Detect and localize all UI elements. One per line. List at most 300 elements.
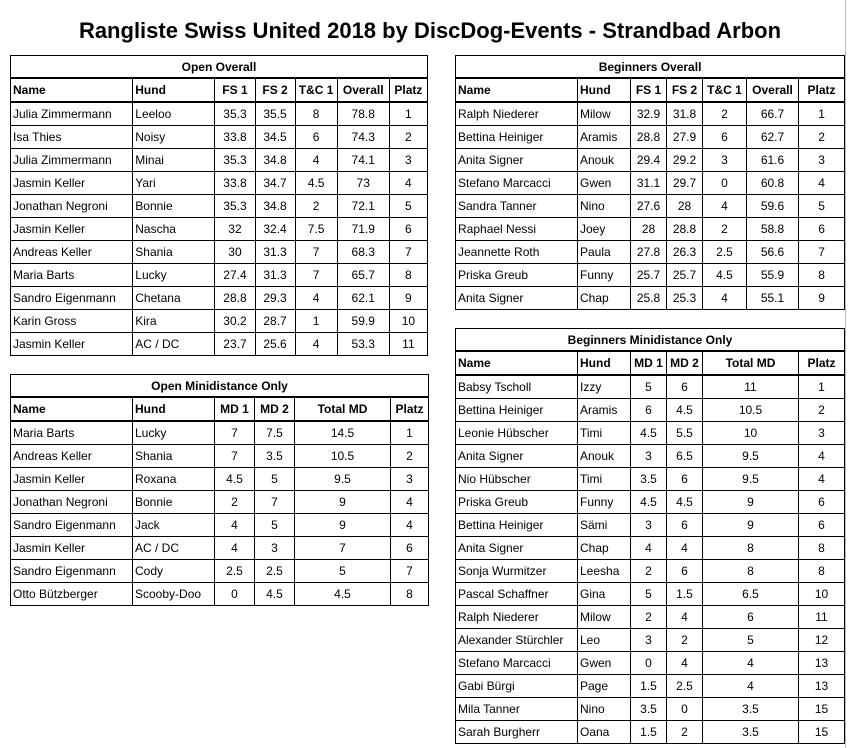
table-row (456, 149, 845, 172)
table-cell: Aramis (578, 126, 631, 149)
table-cell: 9 (389, 287, 427, 310)
table-cell: 2.5 (255, 560, 295, 583)
table-cell: Scooby-Doo (133, 583, 215, 606)
table-cell: 35.3 (215, 102, 255, 126)
table-cell: 4 (631, 537, 667, 560)
table-cell: Leo (578, 629, 631, 652)
column-header: FS 1 (631, 78, 667, 102)
table-cell: 7 (215, 445, 255, 468)
table-cell: Bonnie (133, 195, 215, 218)
table-cell: 7 (295, 537, 391, 560)
table-cell: 31.3 (255, 241, 295, 264)
table-cell: 9 (703, 491, 799, 514)
table-row (456, 218, 845, 241)
table-cell: Sarah Burgherr (456, 721, 578, 744)
header-row (11, 78, 428, 102)
table-cell: 12 (799, 629, 845, 652)
table-cell: Bettina Heiniger (456, 126, 578, 149)
table-cell: 29.7 (667, 172, 703, 195)
table-row (11, 445, 429, 468)
table-cell: Stefano Marcacci (456, 652, 578, 675)
table-cell: Kira (133, 310, 215, 333)
table-cell: 3.5 (631, 468, 667, 491)
column-header: Hund (133, 397, 215, 421)
table-row (456, 468, 845, 491)
table-cell: 8 (799, 537, 845, 560)
column-header: MD 2 (255, 397, 295, 421)
table-cell: 4.5 (703, 264, 747, 287)
table-cell: 4 (295, 287, 337, 310)
table-cell: 1 (391, 421, 429, 445)
table-cell: Anita Signer (456, 149, 578, 172)
table-cell: Chap (578, 287, 631, 310)
column-header: Name (11, 78, 133, 102)
table-cell: 7 (389, 241, 427, 264)
table-cell: Gwen (578, 652, 631, 675)
table-row (456, 606, 845, 629)
table-cell: 6 (295, 126, 337, 149)
table-cell: Joey (578, 218, 631, 241)
table-cell: 8 (703, 537, 799, 560)
table-cell: 78.8 (337, 102, 389, 126)
table-cell: Jack (133, 514, 215, 537)
table-cell: 3 (631, 514, 667, 537)
table-cell: 28 (631, 218, 667, 241)
table-cell: 9 (295, 514, 391, 537)
table-cell: 4 (667, 537, 703, 560)
table-cell: Priska Greub (456, 491, 578, 514)
table-cell: Karin Gross (11, 310, 133, 333)
table-cell: 7 (215, 421, 255, 445)
table-cell: 5 (255, 468, 295, 491)
table-row (11, 195, 428, 218)
table-cell: 5 (295, 560, 391, 583)
table-cell: Sandro Eigenmann (11, 514, 133, 537)
table-cell: 4.5 (667, 399, 703, 422)
table-cell: 68.3 (337, 241, 389, 264)
table-cell: Noisy (133, 126, 215, 149)
table-cell: Jasmin Keller (11, 537, 133, 560)
table-row (456, 399, 845, 422)
table-cell: 28 (667, 195, 703, 218)
table-cell: 7.5 (255, 421, 295, 445)
table-cell: 28.7 (255, 310, 295, 333)
table-cell: 1 (799, 375, 845, 399)
table-cell: 4 (703, 287, 747, 310)
table-row (11, 491, 429, 514)
table-cell: 27.4 (215, 264, 255, 287)
table-cell: Sandro Eigenmann (11, 560, 133, 583)
table-cell: 15 (799, 698, 845, 721)
table-cell: 23.7 (215, 333, 255, 356)
column-header: Platz (799, 351, 845, 375)
table-cell: Lucky (133, 421, 215, 445)
table-cell: 4 (295, 149, 337, 172)
table-row (456, 241, 845, 264)
table-cell: Lucky (133, 264, 215, 287)
table-cell: 35.3 (215, 149, 255, 172)
table-cell: 2 (631, 560, 667, 583)
table-cell: 4.5 (667, 491, 703, 514)
table-cell: 59.6 (747, 195, 799, 218)
table-cell: 25.3 (667, 287, 703, 310)
table-cell: 27.8 (631, 241, 667, 264)
table-cell: 32 (215, 218, 255, 241)
table-cell: 27.6 (631, 195, 667, 218)
table-cell: Anita Signer (456, 445, 578, 468)
header-row (456, 351, 845, 375)
table-cell: 4 (703, 195, 747, 218)
table-cell: Yari (133, 172, 215, 195)
table-cell: Milow (578, 606, 631, 629)
table-cell: 27.9 (667, 126, 703, 149)
table-cell: 4 (667, 606, 703, 629)
table-cell: Leeloo (133, 102, 215, 126)
table-cell: 29.4 (631, 149, 667, 172)
table-cell: 5 (389, 195, 427, 218)
table-cell: Paula (578, 241, 631, 264)
table-cell: 25.8 (631, 287, 667, 310)
table-cell: Anouk (578, 445, 631, 468)
table-cell: Shania (133, 241, 215, 264)
table-cell: 74.1 (337, 149, 389, 172)
table-cell: Jasmin Keller (11, 333, 133, 356)
table-row (11, 287, 428, 310)
column-header: Hund (578, 351, 631, 375)
table-cell: 2 (667, 629, 703, 652)
table-cell: 9.5 (295, 468, 391, 491)
table-cell: Andreas Keller (11, 241, 133, 264)
table-cell: Gwen (578, 172, 631, 195)
column-header: FS 1 (215, 78, 255, 102)
table-cell: Anita Signer (456, 287, 578, 310)
table-cell: 0 (215, 583, 255, 606)
table-cell: 7 (295, 264, 337, 287)
table-cell: 32.4 (255, 218, 295, 241)
table-cell: 72.1 (337, 195, 389, 218)
table-cell: Izzy (578, 375, 631, 399)
table-cell: 4 (799, 445, 845, 468)
table-row (11, 514, 429, 537)
page-title: Rangliste Swiss United 2018 by DiscDog-Events - Strandbad Arbon (78, 18, 782, 43)
table-cell: 4.5 (631, 422, 667, 445)
table-cell: 29.3 (255, 287, 295, 310)
table-cell: 11 (389, 333, 427, 356)
table-cell: 56.6 (747, 241, 799, 264)
table-cell: Shania (133, 445, 215, 468)
table-cell: 9.5 (703, 445, 799, 468)
table-row (11, 264, 428, 287)
table-cell: 33.8 (215, 172, 255, 195)
table-cell: Timi (578, 422, 631, 445)
table-cell: 6.5 (667, 445, 703, 468)
table-cell: 2 (667, 721, 703, 744)
table-cell: 34.8 (255, 195, 295, 218)
table-cell: Julia Zimmermann (11, 149, 133, 172)
table-cell: Jasmin Keller (11, 468, 133, 491)
table-cell: Bettina Heiniger (456, 514, 578, 537)
table-cell: Leesha (578, 560, 631, 583)
table-cell: 6 (799, 514, 845, 537)
table-cell: Nino (578, 698, 631, 721)
table-cell: 15 (799, 721, 845, 744)
table-cell: 2 (391, 445, 429, 468)
table-cell: Nino (578, 195, 631, 218)
table-cell: 4.5 (215, 468, 255, 491)
table-cell: 2 (703, 218, 747, 241)
table-cell: Mila Tanner (456, 698, 578, 721)
table-cell: Jasmin Keller (11, 172, 133, 195)
table-cell: Sandro Eigenmann (11, 287, 133, 310)
table-row (456, 652, 845, 675)
table-cell: 4 (215, 537, 255, 560)
table-cell: Bettina Heiniger (456, 399, 578, 422)
table-cell: 7.5 (295, 218, 337, 241)
table-cell: 4.5 (295, 172, 337, 195)
table-cell: 3.5 (703, 698, 799, 721)
column-header: Name (11, 397, 133, 421)
table-cell: 28.8 (215, 287, 255, 310)
table-cell: 4 (391, 491, 429, 514)
table-row (456, 264, 845, 287)
table-cell: 7 (799, 241, 845, 264)
table-cell: 7 (255, 491, 295, 514)
table-cell: 34.5 (255, 126, 295, 149)
table-cell: Jonathan Negroni (11, 491, 133, 514)
table-row (456, 698, 845, 721)
table-cell: Nascha (133, 218, 215, 241)
column-header: MD 1 (215, 397, 255, 421)
table-cell: Babsy Tscholl (456, 375, 578, 399)
table-cell: 5 (255, 514, 295, 537)
table-cell: 2 (215, 491, 255, 514)
table-cell: 2 (295, 195, 337, 218)
table-cell: 2 (799, 126, 845, 149)
table-cell: 2.5 (667, 675, 703, 698)
table-cell: 25.6 (255, 333, 295, 356)
table-cell: Maria Barts (11, 264, 133, 287)
table-row (11, 583, 429, 606)
table-cell: Pascal Schaffner (456, 583, 578, 606)
table-cell: 6 (799, 218, 845, 241)
table-cell: 30.2 (215, 310, 255, 333)
table-row (456, 172, 845, 195)
table-cell: 35.3 (215, 195, 255, 218)
table-cell: 3 (799, 422, 845, 445)
table-cell: 28.8 (631, 126, 667, 149)
table-cell: 9 (703, 514, 799, 537)
table-cell: 8 (389, 264, 427, 287)
table-cell: 62.1 (337, 287, 389, 310)
table-cell: 32.9 (631, 102, 667, 126)
open-minidistance-table (10, 374, 429, 606)
table-cell: 3.5 (703, 721, 799, 744)
table-row (456, 629, 845, 652)
table-cell: AC / DC (133, 537, 215, 560)
table-row (11, 333, 428, 356)
column-header: Platz (799, 78, 845, 102)
table-cell: Anita Signer (456, 537, 578, 560)
table-cell: 10.5 (295, 445, 391, 468)
table-cell: 13 (799, 675, 845, 698)
table-cell: 33.8 (215, 126, 255, 149)
table-cell: 34.7 (255, 172, 295, 195)
table-cell: Isa Thies (11, 126, 133, 149)
table-caption: Beginners Overall (456, 56, 845, 79)
table-cell: Raphael Nessi (456, 218, 578, 241)
table-cell: Priska Greub (456, 264, 578, 287)
table-cell: 2 (631, 606, 667, 629)
table-row (11, 218, 428, 241)
table-cell: 8 (703, 560, 799, 583)
table-cell: 25.7 (667, 264, 703, 287)
table-row (456, 560, 845, 583)
table-cell: 3 (631, 629, 667, 652)
column-header: MD 2 (667, 351, 703, 375)
table-row (11, 560, 429, 583)
column-header: Name (456, 351, 578, 375)
table-row (456, 445, 845, 468)
table-cell: Chap (578, 537, 631, 560)
table-cell: Jeannette Roth (456, 241, 578, 264)
table-cell: Otto Bützberger (11, 583, 133, 606)
table-cell: 5 (799, 195, 845, 218)
table-cell: 55.9 (747, 264, 799, 287)
table-cell: 10.5 (703, 399, 799, 422)
table-cell: Page (578, 675, 631, 698)
table-cell: 4 (389, 172, 427, 195)
table-cell: 73 (337, 172, 389, 195)
table-cell: Minai (133, 149, 215, 172)
table-cell: 2 (799, 399, 845, 422)
table-cell: 4 (799, 172, 845, 195)
table-cell: 5 (631, 583, 667, 606)
table-row (11, 468, 429, 491)
table-cell: Gabi Bürgi (456, 675, 578, 698)
table-cell: 4 (295, 333, 337, 356)
table-cell: 55.1 (747, 287, 799, 310)
table-cell: 2 (389, 126, 427, 149)
table-row (11, 310, 428, 333)
table-cell: 61.6 (747, 149, 799, 172)
table-cell: Ralph Niederer (456, 102, 578, 126)
table-cell: Andreas Keller (11, 445, 133, 468)
table-cell: 5 (631, 375, 667, 399)
table-cell: 28.8 (667, 218, 703, 241)
table-cell: 11 (703, 375, 799, 399)
column-header: Platz (391, 397, 429, 421)
table-cell: 7 (391, 560, 429, 583)
table-cell: 6 (667, 468, 703, 491)
table-cell: Funny (578, 491, 631, 514)
table-cell: 3 (799, 149, 845, 172)
table-cell: 4 (703, 675, 799, 698)
table-cell: 9 (295, 491, 391, 514)
column-header: Total MD (295, 397, 391, 421)
table-row (456, 422, 845, 445)
table-cell: 62.7 (747, 126, 799, 149)
table-cell: 10 (799, 583, 845, 606)
table-cell: 0 (703, 172, 747, 195)
table-cell: 6 (667, 560, 703, 583)
table-row (456, 102, 845, 126)
table-row (11, 102, 428, 126)
table-cell: 4.5 (295, 583, 391, 606)
column-header: FS 2 (255, 78, 295, 102)
table-cell: 0 (667, 698, 703, 721)
table-cell: 6.5 (703, 583, 799, 606)
table-cell: 9 (799, 287, 845, 310)
table-cell: 31.8 (667, 102, 703, 126)
table-cell: 3 (703, 149, 747, 172)
table-cell: 4 (391, 514, 429, 537)
beginners-minidistance-table (455, 328, 845, 744)
column-header: Name (456, 78, 578, 102)
table-cell: 8 (295, 102, 337, 126)
table-cell: Oana (578, 721, 631, 744)
open-overall-table (10, 55, 428, 356)
table-cell: 6 (703, 606, 799, 629)
column-header: FS 2 (667, 78, 703, 102)
table-cell: 4 (667, 652, 703, 675)
table-cell: 1.5 (667, 583, 703, 606)
table-cell: Aramis (578, 399, 631, 422)
table-caption: Open Overall (11, 56, 428, 79)
table-row (456, 514, 845, 537)
table-cell: 10 (703, 422, 799, 445)
table-cell: 58.8 (747, 218, 799, 241)
table-row (456, 583, 845, 606)
table-cell: 65.7 (337, 264, 389, 287)
table-cell: 6 (389, 218, 427, 241)
column-header: Hund (133, 78, 215, 102)
table-cell: 31.3 (255, 264, 295, 287)
table-cell: 1 (389, 102, 427, 126)
table-cell: 3 (631, 445, 667, 468)
table-cell: 66.7 (747, 102, 799, 126)
table-cell: 25.7 (631, 264, 667, 287)
table-cell: 4.5 (255, 583, 295, 606)
table-cell: Sämi (578, 514, 631, 537)
table-cell: 31.1 (631, 172, 667, 195)
table-row (456, 287, 845, 310)
table-cell: 8 (799, 560, 845, 583)
table-cell: 53.3 (337, 333, 389, 356)
table-cell: Ralph Niederer (456, 606, 578, 629)
table-row (11, 241, 428, 264)
table-caption: Open Minidistance Only (11, 375, 429, 398)
table-cell: Leonie Hübscher (456, 422, 578, 445)
column-header: T&C 1 (295, 78, 337, 102)
table-cell: 1.5 (631, 721, 667, 744)
table-cell: 6 (799, 491, 845, 514)
table-cell: 4 (215, 514, 255, 537)
table-cell: 14.5 (295, 421, 391, 445)
table-cell: 1 (295, 310, 337, 333)
table-cell: 10 (389, 310, 427, 333)
table-row (456, 126, 845, 149)
table-cell: 0 (631, 652, 667, 675)
table-cell: 6 (391, 537, 429, 560)
table-cell: 8 (391, 583, 429, 606)
table-cell: Bonnie (133, 491, 215, 514)
table-cell: Anouk (578, 149, 631, 172)
table-cell: Milow (578, 102, 631, 126)
table-row (11, 537, 429, 560)
table-cell: Funny (578, 264, 631, 287)
table-cell: 6 (703, 126, 747, 149)
table-cell: 59.9 (337, 310, 389, 333)
